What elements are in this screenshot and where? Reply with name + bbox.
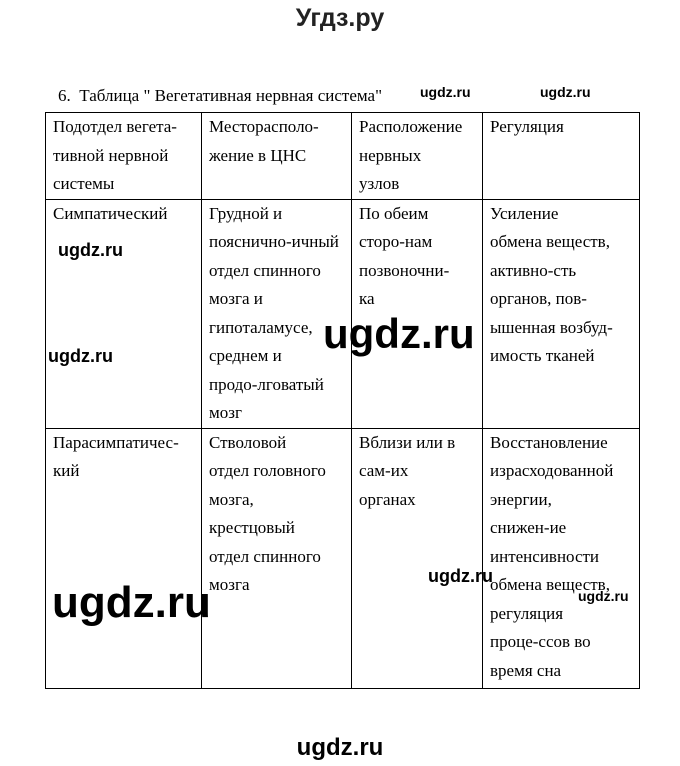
watermark: ugdz.ru — [323, 310, 475, 357]
table-row — [46, 428, 640, 688]
table-cell: Парасимпатичес- кий — [46, 428, 202, 688]
watermark: ugdz.ru — [48, 346, 113, 366]
header-location-cns: Месторасполо- жение в ЦНС — [202, 113, 352, 200]
watermark: ugdz.ru — [420, 84, 471, 100]
table-cell: Грудной и пояснично-ичный отдел спинного мозга и гипоталамусе, среднем и продо-лговатый мозг — [202, 199, 352, 428]
task-number: 6. — [58, 86, 71, 105]
watermark: ugdz.ru — [58, 240, 123, 260]
watermark: ugdz.ru — [52, 578, 211, 627]
watermark: ugdz.ru — [428, 566, 493, 586]
table-cell: Усиление обмена веществ, активно-сть органов, пов- ышенная возбуд- имость тканей — [483, 199, 640, 428]
watermark: ugdz.ru — [540, 84, 591, 100]
table-cell: Вблизи или в сам-их органах — [352, 428, 483, 688]
watermark: ugdz.ru — [578, 588, 629, 604]
table-cell: Стволовой отдел головного мозга, крестцовый отдел спинного мозга — [202, 428, 352, 688]
watermark-footer: ugdz.ru — [296, 734, 384, 761]
header-regulation: Регуляция — [483, 113, 640, 200]
task-title: Таблица " Вегетативная нервная система" — [79, 86, 383, 105]
table-cell: Симпатический — [46, 199, 202, 428]
task-heading — [58, 86, 382, 106]
table-header-row — [46, 113, 640, 200]
header-ganglia-location: Расположение нервных узлов — [352, 113, 483, 200]
table-cell: По обеим сторо-нам позвоночни- ка — [352, 199, 483, 428]
table-cell: Восстановление израсходованной энергии, снижен-ие интенсивности обмена веществ, регуляция проце-ссов во время сна — [483, 428, 640, 688]
site-title: Угдз.ру — [295, 4, 385, 32]
header-subdivision: Подотдел вегета- тивной нервной системы — [46, 113, 202, 200]
